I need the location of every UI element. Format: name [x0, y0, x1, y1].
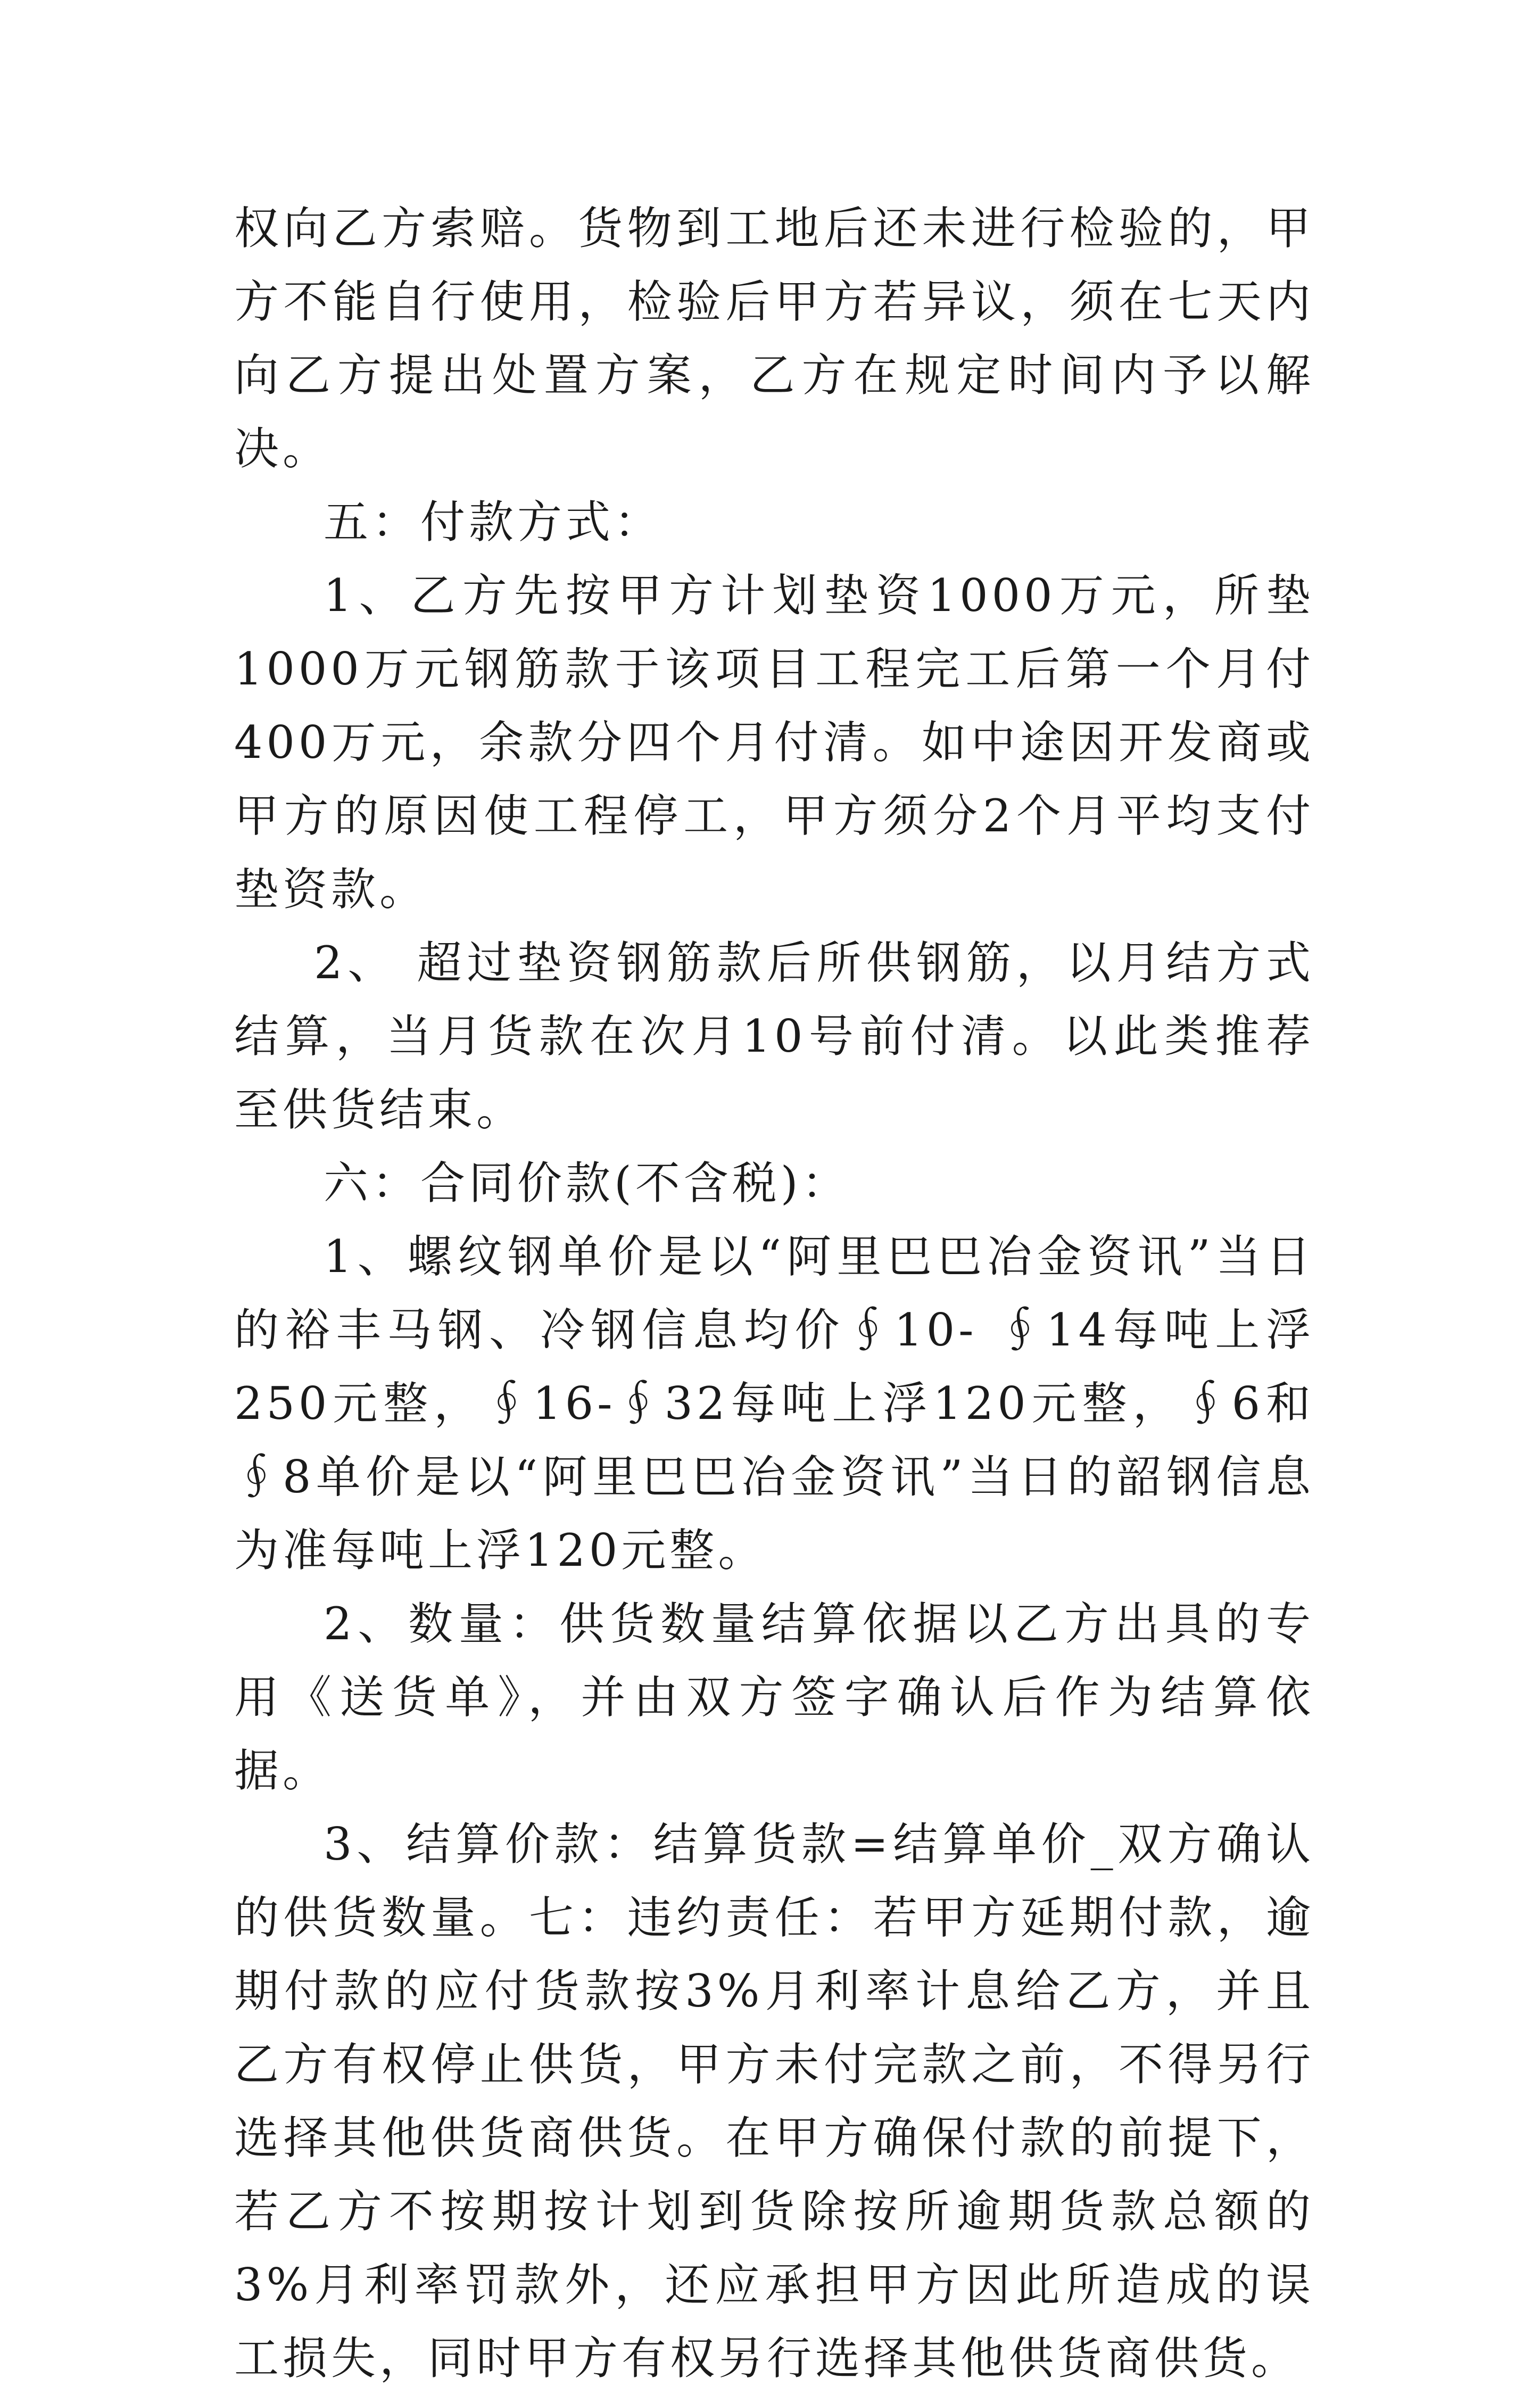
- paragraph-price-3: 3、结算价款：结算货款=结算单价_双方确认的供货数量。七：违约责任：若甲方延期付款，逾期付款的应付货款按3%月利率计息给乙方，并且乙方有权停止供货，甲方未付完款之前，不得另行选择其他供货商供货。在甲方确保付款的前提下，若乙方不按期按计划到货除按所逾期货款总额的3%月利率罚款外，还应承担甲方因此所造成的误工损失，同时甲方有权另行选择其他供货商供货。: [234, 1818, 1314, 2384]
- section-heading-payment: 五：付款方式：: [324, 496, 663, 548]
- paragraph-payment-1: 1、乙方先按甲方计划垫资1000万元，所垫1000万元钢筋款于该项目工程完工后第一个月付400万元，余款分四个月付清。如中途因开发商或甲方的原因使工程停工，甲方须分2个月平均支付垫资款。: [234, 569, 1314, 915]
- section-heading-price: 六：合同价款(不含税)：: [324, 1157, 850, 1209]
- paragraph-price-2: 2、数量：供货数量结算依据以乙方出具的专用《送货单》，并由双方签字确认后作为结算依据。: [234, 1598, 1314, 1797]
- paragraph-payment-2: 2、 超过垫资钢筋款后所供钢筋，以月结方式结算，当月货款在次月10号前付清。以此类推荐至供货结束。: [234, 937, 1314, 1136]
- document-body: [234, 192, 1314, 2395]
- paragraph-price-1: 1、螺纹钢单价是以“阿里巴巴冶金资讯”当日的裕丰马钢、冷钢信息均价∮10- ∮14每吨上浮250元整，∮16-∮32每吨上浮120元整，∮6和 ∮8单价是以“阿里巴巴冶金资讯”当日的韶钢信息为准每吨上浮120元整。: [234, 1230, 1314, 1576]
- paragraph-continuation: 权向乙方索赔。货物到工地后还未进行检验的，甲方不能自行使用，检验后甲方若异议，须在七天内向乙方提出处置方案，乙方在规定时间内予以解决。: [234, 202, 1314, 475]
